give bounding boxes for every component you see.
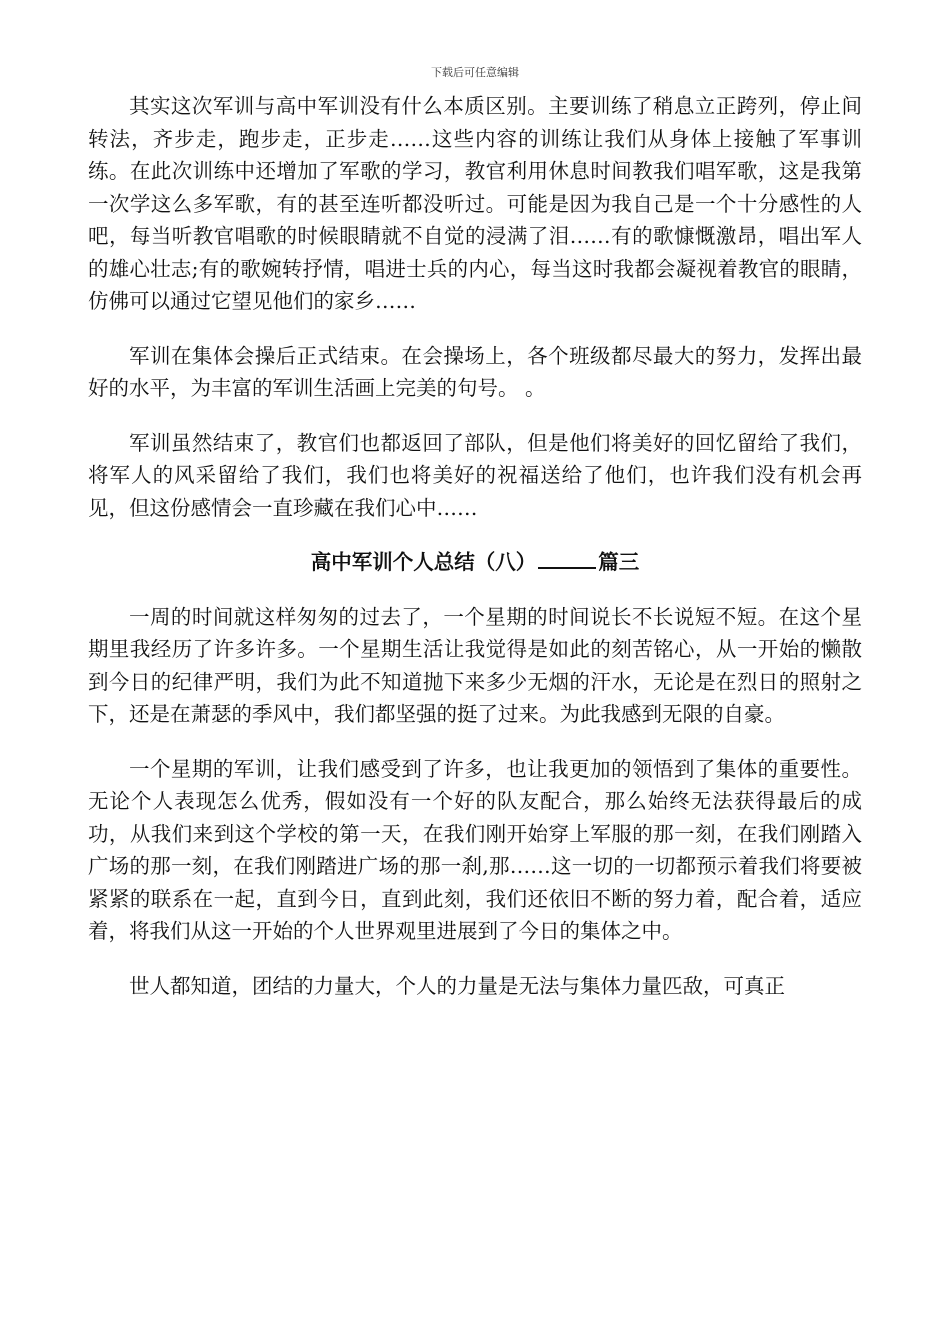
paragraph: 一个星期的军训，让我们感受到了许多，也让我更加的领悟到了集体的重要性。无论个人表现怎么优秀，假如没有一个好的队友配合，那么始终无法获得最后的成功，从我们来到这个学校的第一天，在我们刚开始穿上军服的那一刻，在我们刚踏入广场的那一刻，在我们刚踏进广场的那一刹,那……这一切的一切都预示着我们将要被紧紧的联系在一起，直到今日，直到此刻，我们还依旧不断的努力着，配合着，适应着，将我们从这一开始的个人世界观里进展到了今日的集体之中。 — [88, 756, 862, 943]
page-header: 下载后可任意编辑 — [431, 66, 519, 79]
section-heading — [88, 546, 862, 579]
paragraph: 军训在集体会操后正式结束。在会操场上，各个班级都尽最大的努力，发挥出最好的水平，为丰富的军训生活画上完美的句号。 。 — [88, 343, 862, 400]
section-heading-title: 高中军训个人总结（八） — [310, 550, 537, 574]
section-heading-suffix: 篇三 — [598, 550, 640, 574]
paragraph: 一周的时间就这样匆匆的过去了，一个星期的时间说长不长说短不短。在这个星期里我经历了许多许多。一个星期生活让我觉得是如此的刻苦铭心，从一开始的懒散到今日的纪律严明，我们为此不知道抛下来多少无烟的汗水，无论是在烈日的照射之下，还是在萧瑟的季风中，我们都坚强的挺了过来。为此我感到无限的自豪。 — [88, 604, 862, 726]
document-body — [88, 90, 862, 1024]
paragraph: 世人都知道，团结的力量大，个人的力量是无法与集体力量匹敌，可真正 — [129, 973, 785, 998]
heading-blank-underline — [538, 547, 596, 569]
paragraph: 军训虽然结束了，教官们也都返回了部队，但是他们将美好的回忆留给了我们，将军人的风采留给了我们，我们也将美好的祝福送给了他们，也许我们没有机会再见，但这份感情会一直珍藏在我们心中…… — [88, 430, 862, 520]
paragraph: 其实这次军训与高中军训没有什么本质区别。主要训练了稍息立正跨列，停止间转法，齐步走，跑步走，正步走……这些内容的训练让我们从身体上接触了军事训练。在此次训练中还增加了军歌的学习，教官利用休息时间教我们唱军歌，这是我第一次学这么多军歌，有的甚至连听都没听过。可能是因为我自己是一个十分感性的人吧，每当听教官唱歌的时候眼睛就不自觉的浸满了泪……有的歌慷慨激昂，唱出军人的雄心壮志;有的歌婉转抒情，唱进士兵的内心，每当这时我都会凝视着教官的眼睛，仿佛可以通过它望见他们的家乡…… — [88, 94, 862, 313]
